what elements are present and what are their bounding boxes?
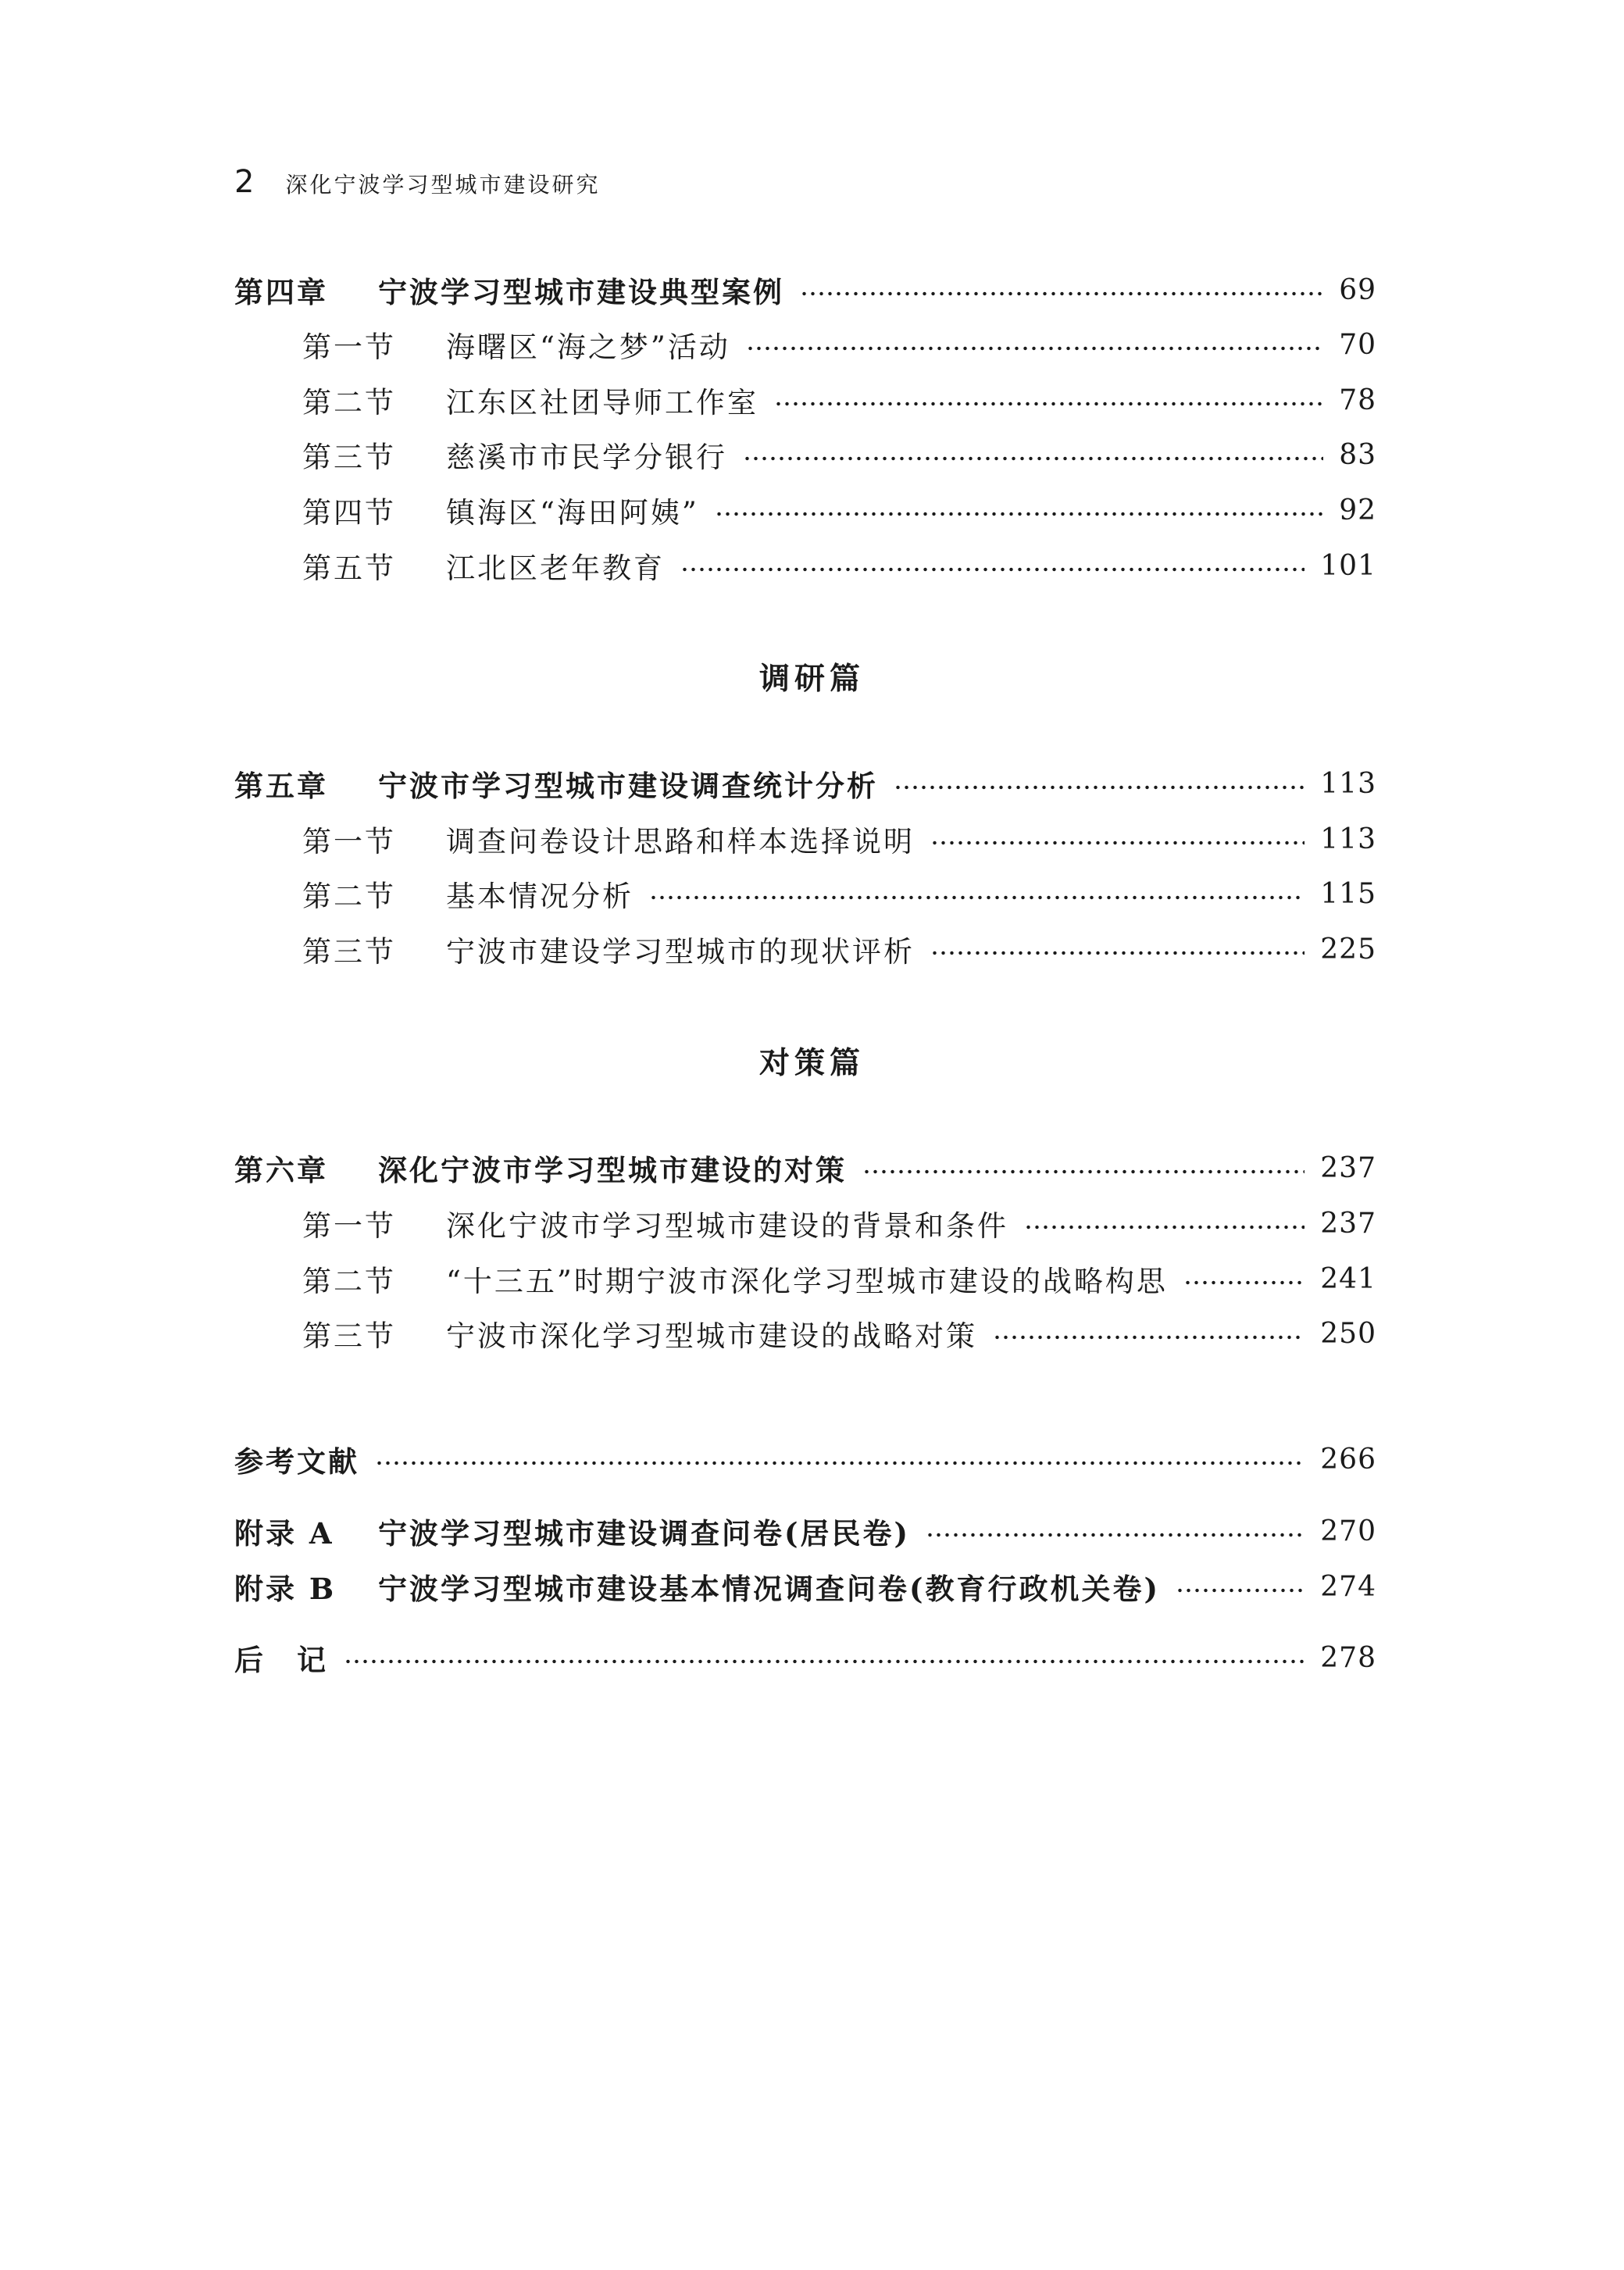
dot-leader (894, 785, 1305, 790)
section-number: 第一节 (302, 1209, 396, 1243)
page-ref: 101 (1320, 549, 1376, 582)
dot-leader (800, 291, 1323, 296)
section-title: 江东区社团导师工作室 (446, 386, 758, 419)
toc-entry-4-4[interactable] (234, 488, 1376, 532)
dot-leader (1183, 1280, 1305, 1285)
dot-leader (746, 346, 1323, 351)
page-ref: 83 (1339, 438, 1376, 471)
toc-entry-appendix-a[interactable] (234, 1509, 1376, 1553)
page-ref: 270 (1320, 1515, 1376, 1547)
section-number: 第三节 (302, 1319, 396, 1353)
section-number: 第二节 (302, 386, 396, 419)
toc-entry-chapter-5[interactable] (234, 762, 1376, 805)
appendix-number: 附录 B (234, 1572, 337, 1606)
part-heading-strategy: 对策篇 (758, 1046, 865, 1081)
dot-leader (680, 567, 1305, 572)
page-ref: 225 (1320, 933, 1376, 965)
dot-leader (344, 1659, 1305, 1664)
dot-leader (1024, 1225, 1305, 1230)
page-ref: 113 (1320, 823, 1376, 855)
toc-entry-6-3[interactable] (234, 1312, 1376, 1355)
running-head (234, 164, 600, 211)
section-title: 调查问卷设计思路和样本选择说明 (446, 825, 915, 858)
toc-entry-4-3[interactable] (234, 433, 1376, 476)
toc-entry-6-1[interactable] (234, 1201, 1376, 1245)
section-title: 基本情况分析 (446, 880, 634, 913)
dot-leader (862, 1169, 1305, 1174)
chapter-title: 宁波市学习型城市建设调查统计分析 (378, 769, 878, 803)
dot-leader (993, 1335, 1305, 1340)
toc-entry-5-2[interactable] (234, 872, 1376, 915)
page-ref: 250 (1320, 1317, 1376, 1350)
toc-entry-postscript[interactable] (234, 1636, 1376, 1679)
page-ref: 274 (1320, 1570, 1376, 1603)
dot-leader (1176, 1588, 1305, 1593)
section-number: 第四节 (302, 496, 396, 530)
dot-leader (743, 456, 1323, 461)
chapter-title: 深化宁波市学习型城市建设的对策 (378, 1153, 847, 1187)
appendix-title: 宁波学习型城市建设基本情况调查问卷(教育行政机关卷) (378, 1572, 1161, 1606)
toc-entry-4-1[interactable] (234, 323, 1376, 366)
toc-entry-4-2[interactable] (234, 378, 1376, 422)
section-title: “十三五”时期宁波市深化学习型城市建设的战略构思 (446, 1265, 1168, 1298)
chapter-number: 第六章 (234, 1153, 328, 1187)
page-ref: 266 (1320, 1443, 1376, 1476)
section-number: 第三节 (302, 935, 396, 969)
page-ref: 115 (1320, 877, 1376, 910)
dot-leader (930, 951, 1305, 955)
section-title: 深化宁波市学习型城市建设的背景和条件 (446, 1209, 1008, 1243)
section-number: 第三节 (302, 441, 396, 474)
chapter-number: 第四章 (234, 275, 328, 309)
appendix-number: 附录 A (234, 1516, 334, 1551)
toc-entry-references[interactable] (234, 1437, 1376, 1481)
book-title: 深化宁波学习型城市建设研究 (285, 172, 601, 198)
dot-leader (649, 895, 1305, 900)
page-ref: 70 (1339, 328, 1376, 361)
toc-entry-5-3[interactable] (234, 927, 1376, 971)
page-ref: 113 (1320, 767, 1376, 800)
dot-leader (715, 512, 1323, 516)
dot-leader (930, 841, 1305, 845)
page-number: 2 (234, 164, 255, 200)
toc-entry-chapter-4[interactable] (234, 268, 1376, 312)
section-number: 第一节 (302, 825, 396, 858)
section-number: 第五节 (302, 551, 396, 585)
section-title: 宁波市建设学习型城市的现状评析 (446, 935, 915, 969)
toc-entry-appendix-b[interactable] (234, 1565, 1376, 1608)
section-number: 第二节 (302, 1265, 396, 1298)
section-number: 第二节 (302, 880, 396, 913)
toc-entry-4-5[interactable] (234, 544, 1376, 587)
toc-entry-6-2[interactable] (234, 1257, 1376, 1301)
section-title: 慈溪市市民学分银行 (446, 441, 727, 474)
page-ref: 78 (1339, 384, 1376, 416)
page-ref: 69 (1339, 273, 1376, 306)
section-title: 宁波市深化学习型城市建设的战略对策 (446, 1319, 977, 1353)
references-title: 参考文献 (234, 1444, 359, 1479)
part-heading-research: 调研篇 (758, 662, 865, 697)
toc-entry-chapter-6[interactable] (234, 1146, 1376, 1190)
section-title: 江北区老年教育 (446, 551, 665, 585)
chapter-title: 宁波学习型城市建设典型案例 (378, 275, 784, 309)
section-title: 海曙区“海之梦”活动 (446, 330, 730, 364)
postscript-title: 后 记 (234, 1643, 328, 1677)
dot-leader (774, 402, 1323, 406)
page-ref: 237 (1320, 1151, 1376, 1184)
page-ref: 237 (1320, 1207, 1376, 1240)
section-number: 第一节 (302, 330, 396, 364)
page-ref: 278 (1320, 1641, 1376, 1674)
section-title: 镇海区“海田阿姨” (446, 496, 699, 530)
dot-leader (375, 1461, 1305, 1465)
toc-entry-5-1[interactable] (234, 817, 1376, 861)
page-ref: 92 (1339, 494, 1376, 526)
chapter-number: 第五章 (234, 769, 328, 803)
appendix-title: 宁波学习型城市建设调查问卷(居民卷) (378, 1516, 911, 1551)
page-ref: 241 (1320, 1262, 1376, 1295)
dot-leader (926, 1533, 1305, 1537)
